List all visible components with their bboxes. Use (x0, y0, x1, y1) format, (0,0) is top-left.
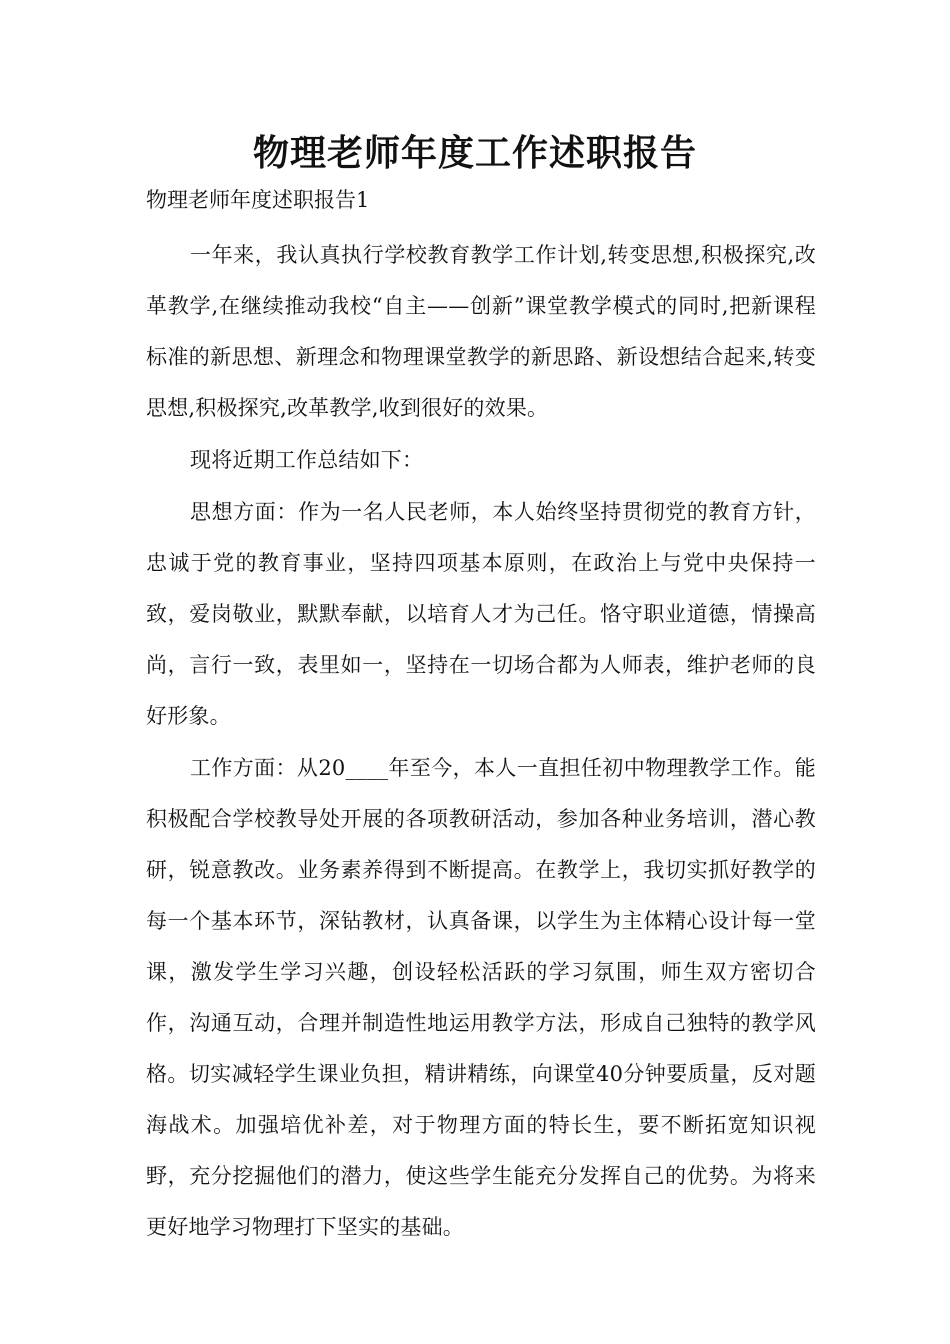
document-subtitle: 物理老师年度述职报告1 (146, 188, 370, 212)
paragraph-work: 工作方面：从20____年至今，本人一直担任初中物理教学工作。能积极配合学校教导处开展的各项教研活动，参加各种业务培训，潜心教研，锐意教改。业务素养得到不断提高。在教学上，我切实抓好教学的每一个基本环节，深钻教材，认真备课，以学生为主体精心设计每一堂课，激发学生学习兴趣，创设轻松活跃的学习氛围，师生双方密切合作，沟通互动，合理并制造性地运用教学方法，形成自己独特的教学风格。切实减轻学生课业负担，精讲精练，向课堂40分钟要质量，反对题海战术。加强培优补差，对于物理方面的特长生，要不断拓宽知识视野，充分挖掘他们的潜力，使这些学生能充分发挥自己的优势。为将来更好地学习物理打下坚实的基础。 (146, 756, 816, 1239)
paragraph-summary-lead: 现将近期工作总结如下： (190, 448, 424, 472)
document-body (146, 230, 816, 1253)
paragraph-intro: 一年来，我认真执行学校教育教学工作计划,转变思想,积极探究,改革教学,在继续推动我校“自主——创新”课堂教学模式的同时,把新课程标准的新思想、新理念和物理课堂教学的新思路、新设想结合起来,转变思想,积极探究,改革教学,收到很好的效果。 (146, 243, 816, 420)
document-title: 物理老师年度工作述职报告 (252, 132, 697, 174)
paragraph-ideology: 思想方面：作为一名人民老师，本人始终坚持贯彻党的教育方针，忠诚于党的教育事业，坚持四项基本原则，在政治上与党中央保持一致，爱岗敬业，默默奉献，以培育人才为己任。恪守职业道德，情操高尚，言行一致，表里如一，坚持在一切场合都为人师表，维护老师的良好形象。 (146, 500, 816, 728)
